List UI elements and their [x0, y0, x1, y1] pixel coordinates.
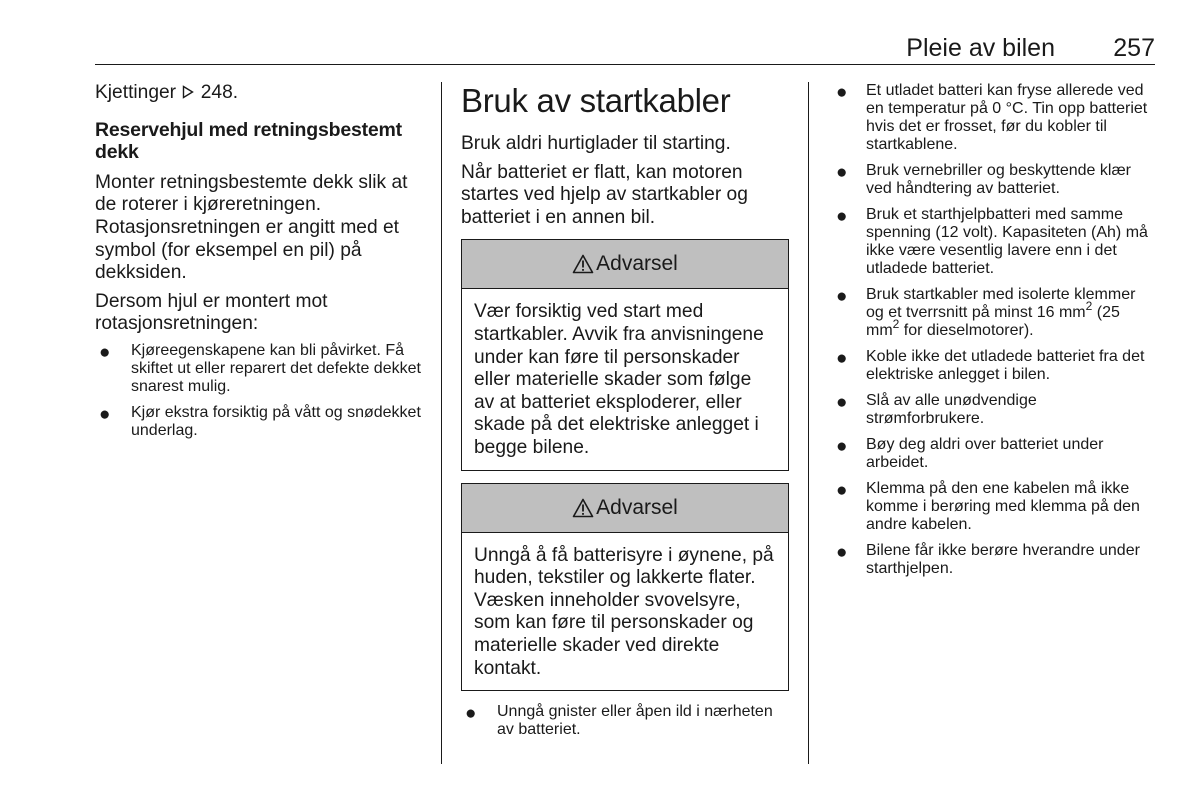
list-item-text: Bøy deg aldri over batteriet under arbeidet.: [866, 436, 1104, 471]
list-item: [834, 542, 1156, 578]
bullet-icon: ●: [465, 703, 477, 725]
list-item: [834, 480, 1156, 534]
warning-triangle-icon: [572, 498, 594, 518]
column-left: [95, 82, 427, 448]
list-item-text: Bilene får ikke berøre hverandre under starthjelpen.: [866, 542, 1140, 577]
page-number: 257: [1113, 34, 1155, 62]
bullet-icon: ●: [836, 436, 848, 457]
warning-text: Vær forsiktig ved start med startkabler. Avvik fra anvisningene under kan føre til personskader eller materielle skader som følge av at batteriet eksploderer, eller skade på det elektriske anlegget i begge bilene.: [474, 301, 764, 458]
list-item-text: Koble ikke det utladede batteriet fra det elektriske anlegget i bilen.: [866, 348, 1145, 383]
warning-label: Advarsel: [596, 252, 678, 276]
list-item-text: Unngå gnister eller åpen ild i nærheten av batteriet.: [497, 703, 773, 739]
list-item: [834, 82, 1156, 154]
column-divider-1: [441, 82, 442, 764]
list-item-text: Kjør ekstra forsiktig på vått og snødekket underlag.: [131, 403, 421, 439]
column-middle: [461, 82, 789, 747]
warning-triangle-icon: [572, 254, 594, 274]
list-item: [834, 436, 1156, 472]
text-fragment: (25 mm: [866, 304, 1120, 339]
bullet-icon: ●: [836, 542, 848, 563]
list-item: [95, 404, 427, 440]
warning-label: Advarsel: [596, 495, 678, 519]
list-item-text: Et utladet batteri kan fryse allerede ved en temperatur på 0 °C. Tin opp batteriet hvis det er frosset, før du kobler til startkablene.: [866, 82, 1148, 153]
list-item: [834, 348, 1156, 384]
bullet-icon: ●: [836, 82, 848, 103]
bullet-icon: ●: [836, 480, 848, 501]
column-divider-2: [808, 82, 809, 764]
list-item: [95, 342, 427, 396]
paragraph: Dersom hjul er montert mot rotasjonsretningen:: [95, 290, 328, 335]
list-item-text: Bruk vernebriller og beskyttende klær ved håndtering av batteriet.: [866, 162, 1132, 197]
list-item: [834, 206, 1156, 278]
section-heading: Reservehjul med retningsbestemt dekk: [95, 118, 402, 164]
xref-page: 248.: [200, 82, 239, 103]
bullet-list: [834, 82, 1156, 578]
list-item-text: Klemma på den ene kabelen må ikke komme i berøring med klemma på den andre kabelen.: [866, 480, 1140, 533]
superscript: 2: [1085, 299, 1093, 313]
bullet-icon: ●: [99, 341, 111, 363]
list-item: [834, 286, 1156, 340]
header-title: Pleie av bilen: [906, 34, 1055, 62]
bullet-icon: ●: [836, 348, 848, 369]
list-item-text: Bruk et starthjelpbatteri med samme spenning (12 volt). Kapasiteten (Ah) må ikke være vesentlig lavere enn i det utladede batteriet.: [866, 206, 1148, 277]
warning-box: [461, 483, 789, 692]
list-item: [461, 703, 789, 739]
paragraph: Monter retningsbestemte dekk slik at de roterer i kjøreretningen. Rotasjonsretningen er angitt med et symbol (for eksempel en pil) på dekksiden.: [95, 171, 408, 284]
bullet-icon: ●: [836, 162, 848, 183]
text-fragment: for dieselmotorer).: [899, 322, 1034, 339]
paragraph: Bruk aldri hurtiglader til starting.: [461, 133, 731, 154]
section-title: Bruk av startkabler: [461, 82, 731, 119]
bullet-icon: ●: [836, 206, 848, 227]
list-item: [834, 162, 1156, 198]
xref-text: Kjettinger: [95, 82, 177, 103]
paragraph: Når batteriet er flatt, kan motoren startes ved hjelp av startkabler og batteriet i en annen bil.: [461, 161, 748, 228]
bullet-icon: ●: [99, 403, 111, 425]
warning-body: [462, 289, 788, 469]
column-right: [834, 82, 1156, 586]
list-item: [834, 392, 1156, 428]
cross-reference[interactable]: [95, 82, 427, 105]
warning-header: [462, 240, 788, 289]
bullet-list: [95, 342, 427, 440]
bullet-icon: ●: [836, 286, 848, 307]
warning-box: [461, 239, 789, 470]
bullet-icon: ●: [836, 392, 848, 413]
list-item-text: Kjøreegenskapene kan bli påvirket. Få skiftet ut eller reparert det defekte dekket snarest mulig.: [131, 341, 421, 395]
warning-text: Unngå å få batterisyre i øynene, på huden, tekstiler og lakkerte flater. Væsken inneholder svovelsyre, som kan føre til personskader og materielle skader ved direkte kontakt.: [474, 544, 774, 679]
list-item-text: Slå av alle unødvendige strømforbrukere.: [866, 392, 1037, 427]
warning-body: [462, 533, 788, 691]
warning-header: [462, 484, 788, 533]
page-header: [95, 34, 1155, 65]
text-fragment: Bruk startkabler med isolerte klemmer og et tverrsnitt på minst 16 mm: [866, 286, 1136, 321]
list-item-text: [866, 286, 1135, 339]
superscript: 2: [892, 317, 900, 331]
bullet-list: [461, 703, 789, 739]
reference-arrow-icon: [182, 85, 194, 99]
